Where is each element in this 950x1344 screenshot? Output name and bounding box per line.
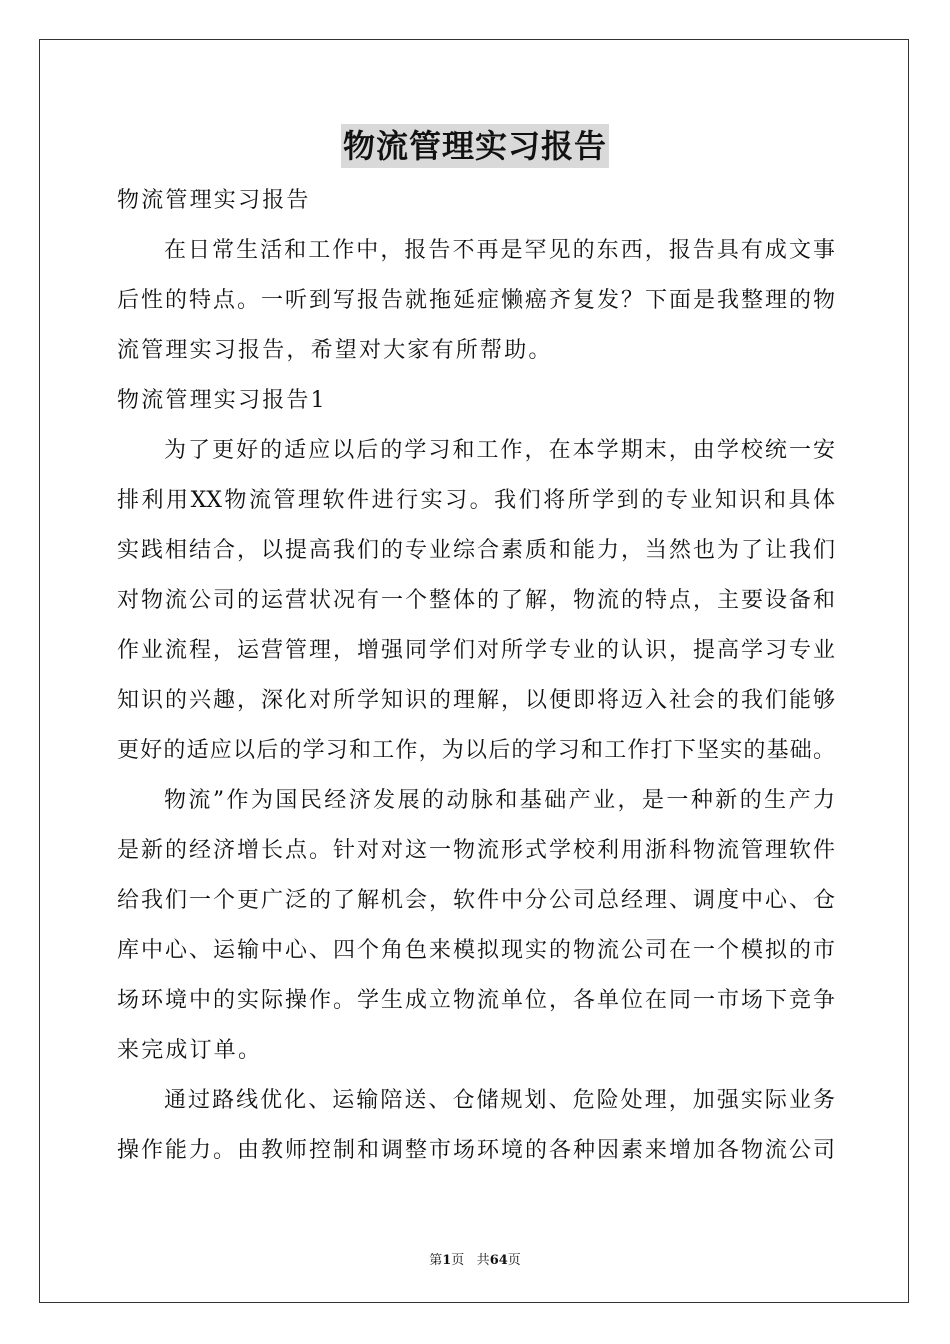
paragraph-line: 通过路线优化、运输陪送、仓储规划、危险处理，加强实际业务 (164, 1088, 835, 1113)
paragraph-line: 后性的特点。一听到写报告就拖延症懒癌齐复发？下面是我整理的物 (117, 288, 835, 313)
paragraph-line: 库中心、运输中心、四个角色来模拟现实的物流公司在一个模拟的市 (117, 938, 835, 963)
paragraph-line: 给我们一个更广泛的了解机会，软件中分公司总经理、调度中心、仓 (117, 888, 835, 913)
footer-total-pages: 64 (489, 1253, 508, 1268)
document-title: 物流管理实习报告 (341, 124, 609, 168)
footer-page-suffix: 页 (451, 1253, 465, 1268)
paragraph-line: 是新的经济增长点。针对对这一物流形式学校利用浙科物流管理软件 (117, 838, 835, 863)
paragraph-line: 为了更好的适应以后的学习和工作，在本学期末，由学校统一安 (164, 438, 835, 463)
document-body (117, 176, 835, 1176)
paragraph-line: 实践相结合，以提高我们的专业综合素质和能力，当然也为了让我们 (117, 538, 835, 563)
footer-page-number: 1 (442, 1253, 452, 1268)
paragraph-line: 对物流公司的运营状况有一个整体的了解，物流的特点，主要设备和 (117, 588, 835, 613)
paragraph-line: 知识的兴趣，深化对所学知识的理解，以便即将迈入社会的我们能够 (117, 688, 835, 713)
paragraph-line: 流管理实习报告，希望对大家有所帮助。 (117, 338, 553, 363)
paragraph-line: 更好的适应以后的学习和工作，为以后的学习和工作打下坚实的基础。 (117, 738, 835, 763)
paragraph-line: 排利用XX物流管理软件进行实习。我们将所学到的专业知识和具体 (117, 488, 835, 513)
title-container (0, 124, 950, 168)
footer-total-prefix: 共 (476, 1253, 490, 1268)
page-footer (0, 1249, 950, 1268)
footer-prefix: 第 (429, 1253, 443, 1268)
paragraph-line: 来完成订单。 (117, 1038, 263, 1063)
paragraph-line: 场环境中的实际操作。学生成立物流单位，各单位在同一市场下竞争 (117, 988, 835, 1013)
paragraph-line: 操作能力。由教师控制和调整市场环境的各种因素来增加各物流公司 (117, 1138, 835, 1163)
paragraph-line: 在日常生活和工作中，报告不再是罕见的东西，报告具有成文事 (164, 238, 835, 263)
section-heading: 物流管理实习报告1 (117, 388, 327, 413)
paragraph-line: 物流”作为国民经济发展的动脉和基础产业，是一种新的生产力 (164, 788, 835, 813)
section-heading: 物流管理实习报告 (117, 188, 311, 213)
footer-total-suffix: 页 (507, 1253, 521, 1268)
paragraph-line: 作业流程，运营管理，增强同学们对所学专业的认识，提高学习专业 (117, 638, 835, 663)
